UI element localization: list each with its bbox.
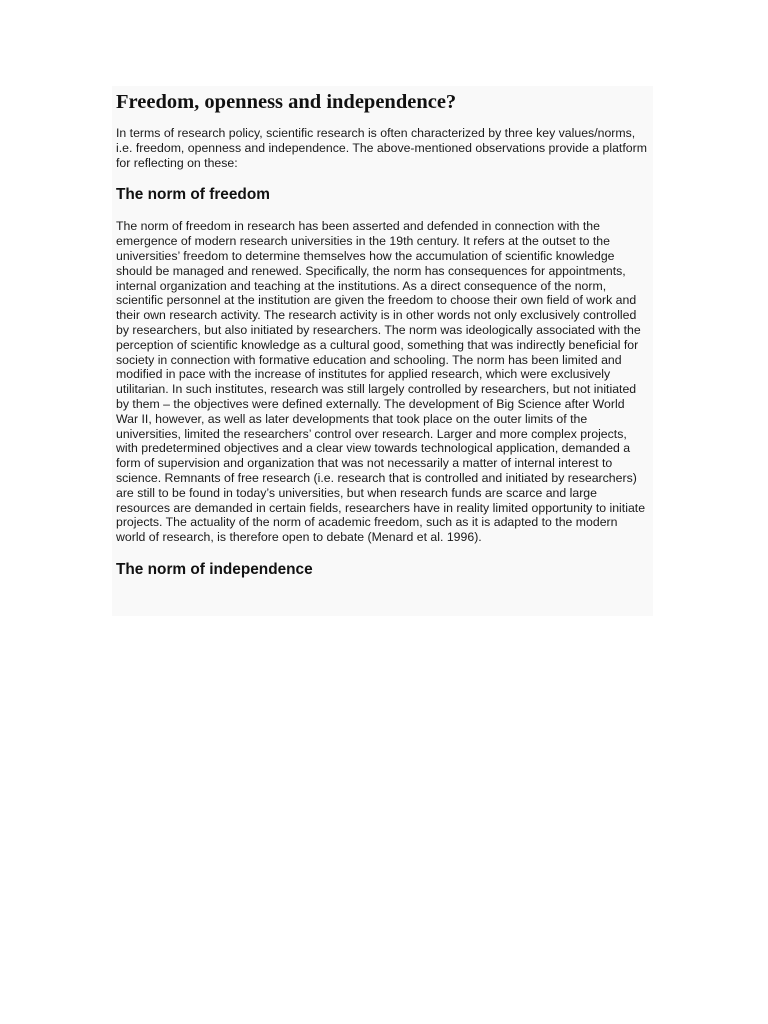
page-title: Freedom, openness and independence?	[116, 91, 457, 113]
section-heading-independence: The norm of independence	[116, 560, 313, 578]
document-page	[112, 86, 653, 616]
section-heading-freedom: The norm of freedom	[116, 186, 270, 204]
intro-paragraph: In terms of research policy, scientific research is often characterized by three key values/norms, i.e. freedom, openness and independence. The above-mentioned observations provide a platform for reflecting on these:	[116, 126, 647, 170]
section-body-freedom: The norm of freedom in research has been asserted and defended in connection with the emergence of modern research universities in the 19th century. It refers at the outset to the universities’ freedom to determine themselves how the accumulation of scientific knowledge should be managed and renewed. Specifically, the norm has consequences for appointments, internal organization and teaching at the institutions. As a direct consequence of the norm, scientific personnel at the institution are given the freedom to choose their own field of work and their own research activity. The research activity is in other words not only exclusively controlled by researchers, but also initiated by researchers. The norm was ideologically associated with the perception of scientific knowledge as a cultural good, something that was indirectly beneficial for society in connection with formative education and schooling. The norm has been limited and modified in pace with the increase of institutes for applied research, which were exclusively utilitarian. In such institutes, research was still largely controlled by researchers, but not initiated by them – the objectives were defined externally. The development of Big Science after World War II, however, as well as later developments that took place on the outer limits of the universities, limited the researchers’ control over research. Larger and more complex projects, with predetermined objectives and a clear view towards technological application, demanded a form of supervision and organization that was not necessarily a matter of internal interest to science. Remnants of free research (i.e. research that is controlled and initiated by researchers) are still to be found in today’s universities, but when research funds are scarce and large resources are demanded in certain fields, researchers have in reality limited opportunity to initiate projects. The actuality of the norm of academic freedom, such as it is adapted to the modern world of research, is therefore open to debate (Menard et al. 1996).	[116, 219, 646, 545]
